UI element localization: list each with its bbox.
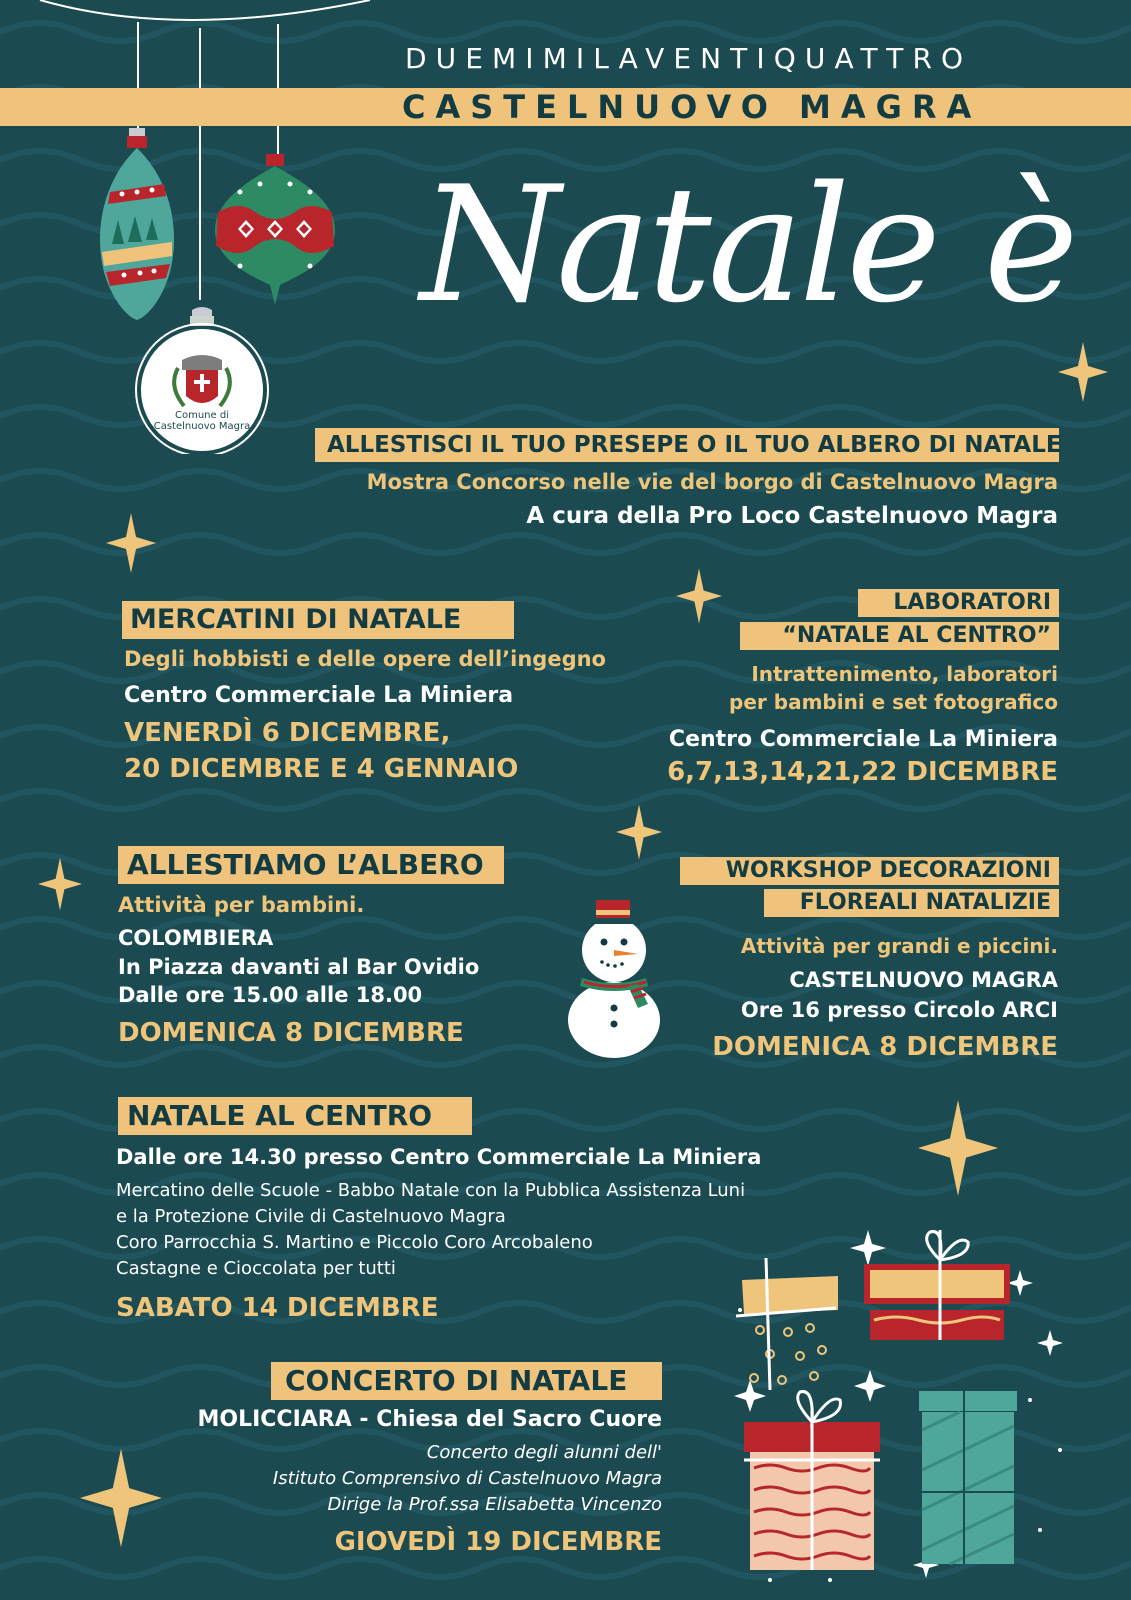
concerto-line-2: Istituto Comprensivo di Castelnuovo Magra: [272, 1468, 662, 1489]
workshop-sub: Attività per grandi e piccini.: [740, 934, 1058, 958]
laboratori-sub-2: per bambini e set fotografico: [729, 690, 1058, 714]
albero-sub: Attività per bambini.: [118, 893, 365, 917]
star-icon: [616, 804, 662, 860]
workshop-date: DOMENICA 8 DICEMBRE: [712, 1032, 1058, 1062]
logo-line2: Castelnuovo Magra: [153, 421, 251, 432]
centro-line-1: Mercatino delle Scuole - Babbo Natale con la Pubblica Assistenza Luni: [116, 1180, 746, 1201]
mercatini-date-2: 20 DICEMBRE E 4 GENNAIO: [124, 754, 519, 784]
laboratori-heading-1: LABORATORI: [858, 589, 1059, 617]
centro-line-3: Coro Parrocchia S. Martino e Piccolo Coro Arcobaleno: [116, 1232, 593, 1253]
centro-line-2: e la Protezione Civile di Castelnuovo Magra: [116, 1206, 506, 1227]
albero-place-1: COLOMBIERA: [118, 926, 274, 950]
concerto-date: GIOVEDÌ 19 DICEMBRE: [334, 1527, 662, 1557]
town-crest-icon: [128, 306, 276, 454]
presepe-heading: ALLESTISCI IL TUO PRESEPE O IL TUO ALBERO DI NATALE: [315, 428, 1059, 462]
albero-heading: ALLESTIAMO L’ALBERO: [118, 846, 504, 884]
workshop-place-2: Ore 16 presso Circolo ARCI: [740, 998, 1058, 1022]
star-icon: [38, 856, 82, 912]
gift-boxes-icon: [730, 1230, 1070, 1600]
town-title: CASTELNUOVO MAGRA: [402, 88, 982, 126]
concerto-heading: CONCERTO DI NATALE: [271, 1362, 662, 1400]
mercatini-date-1: VENERDÌ 6 DICEMBRE,: [124, 718, 451, 748]
laboratori-place: Centro Commerciale La Miniera: [668, 727, 1058, 752]
star-icon: [676, 568, 722, 624]
centro-date: SABATO 14 DICEMBRE: [116, 1293, 439, 1323]
concerto-line-1: Concerto degli alunni dell': [426, 1442, 662, 1463]
workshop-heading-1: WORKSHOP DECORAZIONI: [680, 857, 1059, 885]
concerto-line-3: Dirige la Prof.ssa Elisabetta Vincenzo: [327, 1494, 662, 1515]
laboratori-heading-2: “NATALE AL CENTRO”: [740, 622, 1059, 650]
laboratori-dates: 6,7,13,14,21,22 DICEMBRE: [667, 757, 1058, 787]
star-icon: [918, 1100, 998, 1196]
ornament-icon: [92, 122, 182, 322]
laboratori-sub-1: Intrattenimento, laboratori: [751, 662, 1058, 686]
year-text: DUEMIMILAVENTIQUATTRO: [405, 42, 973, 75]
star-icon: [1058, 342, 1108, 402]
albero-place-2: In Piazza davanti al Bar Ovidio: [118, 955, 480, 979]
mercatini-heading: MERCATINI DI NATALE: [122, 601, 514, 639]
workshop-heading-2: FLOREALI NATALIZIE: [764, 889, 1059, 917]
mercatini-sub: Degli hobbisti e delle opere dell’ingegno: [124, 647, 606, 671]
presepe-curator: A cura della Pro Loco Castelnuovo Magra: [526, 503, 1058, 529]
albero-date: DOMENICA 8 DICEMBRE: [118, 1018, 464, 1048]
script-title: Natale è: [420, 151, 1075, 338]
presepe-sub: Mostra Concorso nelle vie del borgo di Castelnuovo Magra: [366, 470, 1058, 494]
centro-line-4: Castagne e Cioccolata per tutti: [116, 1258, 396, 1279]
mercatini-place: Centro Commerciale La Miniera: [124, 683, 514, 708]
ornament-icon: [210, 150, 340, 310]
centro-heading: NATALE AL CENTRO: [118, 1097, 472, 1135]
workshop-place-1: CASTELNUOVO MAGRA: [789, 968, 1058, 992]
logo-line1: Comune di: [175, 410, 229, 421]
star-icon: [106, 512, 156, 574]
centro-time: Dalle ore 14.30 presso Centro Commerciale La Miniera: [116, 1145, 762, 1169]
albero-place-3: Dalle ore 15.00 alle 18.00: [118, 983, 423, 1007]
concerto-place: MOLICCIARA - Chiesa del Sacro Cuore: [197, 1407, 662, 1432]
